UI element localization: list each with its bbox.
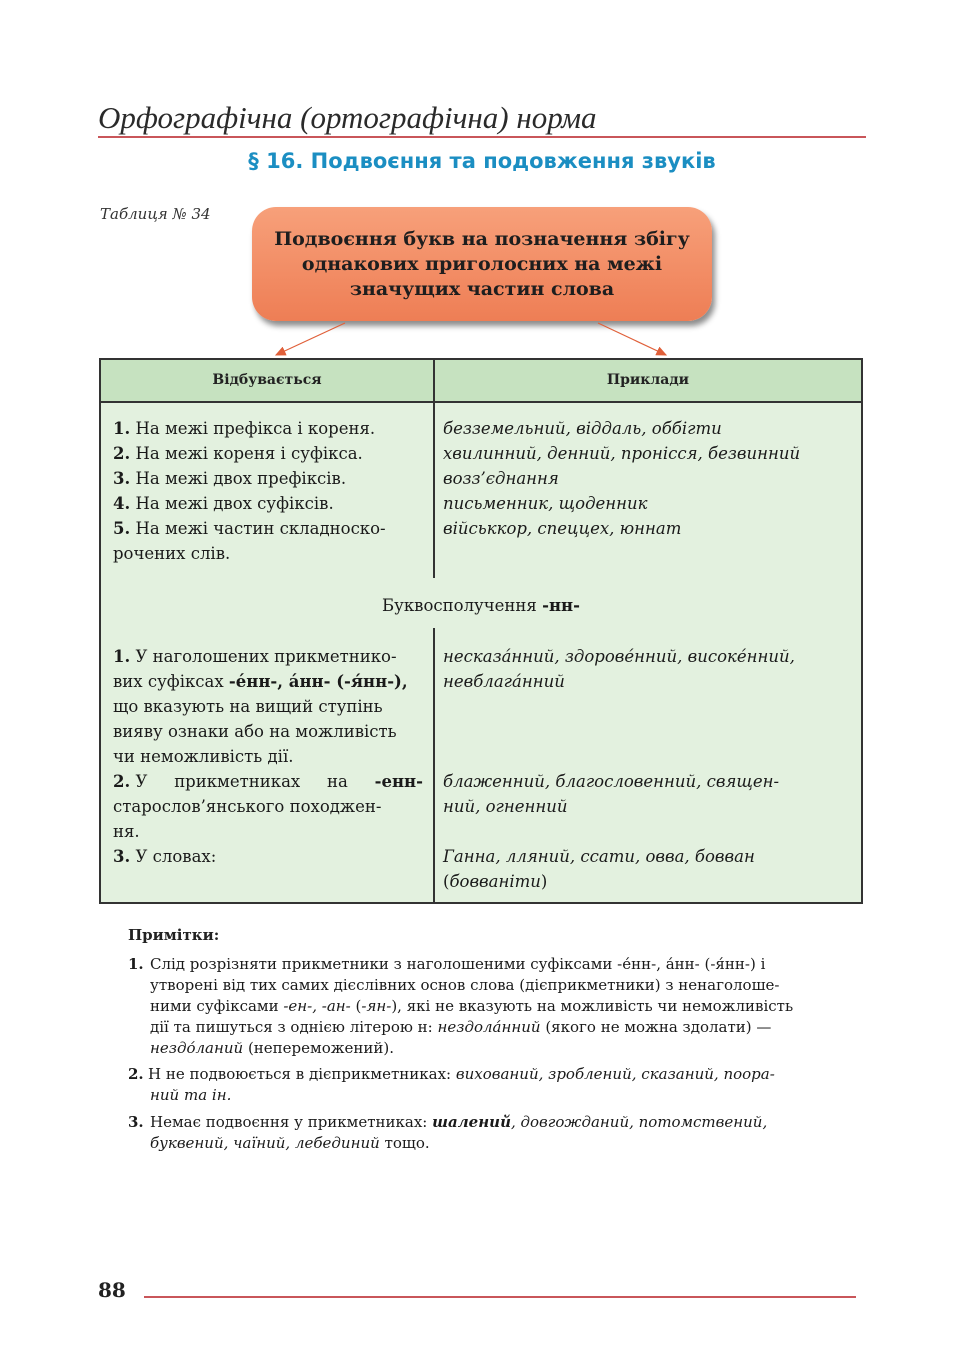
note-2: 2. Н не подвоюється в дієприкметниках: вихований, зроблений, сказаний, поора- ний та ін.: [128, 1065, 775, 1104]
block2-examples-2: [443, 769, 858, 819]
header-occurs: Відбувається: [212, 372, 322, 388]
note-1: 1. Слід розрізняти прикметники з наголошеними суфіксами -е́нн-, а́нн- (-я́нн-) і утворені від тих самих дієслівних основ слова (дієприкметники) з ненаголоше- ними суфіксами -ен-, -ан- (-ян-), які не вказують на можливість чи неможливість дії та пишуться з однією літерою н: нездола́нний (якого не можна здолати) — нездо́ланий (непереможений).: [128, 955, 794, 1057]
footer-rule: [144, 1296, 856, 1298]
case-item: 1. У наголошених прикметнико-: [113, 647, 397, 666]
case-item: 4. На межі двох суфіксів.: [113, 494, 334, 513]
block1-cases: [113, 416, 423, 566]
case-item: 2. У прикметниках на -енн-: [113, 772, 423, 791]
header-examples: Приклади: [606, 372, 690, 388]
example-item: Ганна, лляний, ссати, овва, бовван: [443, 847, 755, 866]
banner-line: Подвоєння букв на позначення збігу: [274, 227, 690, 250]
example-item: несказа́нний, здорове́нний, високе́нний,: [443, 647, 795, 666]
case-item: рочених слів.: [113, 544, 231, 563]
example-item: письменник, щоденник: [443, 494, 648, 513]
table-label: Таблиця № 34: [100, 205, 211, 223]
block2-cases: [113, 644, 423, 869]
block2-examples: [443, 644, 858, 694]
example-item: блаженний, благословенний, священ-: [443, 772, 780, 791]
case-item: 1. На межі префікса і кореня.: [113, 419, 376, 438]
case-item-cont: старослов’янського походжен-: [113, 797, 382, 816]
notes-title: Примітки:: [128, 926, 220, 944]
banner-line: однакових приголосних на межі: [301, 252, 663, 275]
case-item-cont: вияву ознаки або на можливість: [113, 722, 397, 741]
block1-examples: [443, 416, 858, 541]
example-item: невблага́нний: [443, 672, 565, 691]
arrow-left: [276, 323, 345, 355]
example-item: ний, огненний: [443, 797, 568, 816]
example-item: військкор, спеццех, юннат: [443, 519, 682, 538]
section-title: Орфографічна (ортографічна) норма: [98, 100, 597, 135]
arrow-right: [598, 323, 666, 355]
table-header-row: [101, 360, 861, 403]
block2-examples-3: [443, 844, 858, 894]
example-item: хвилинний, денний, пронісся, безвинний: [443, 444, 801, 463]
letter-combination-row: Буквосполучення -нн-: [382, 596, 580, 615]
paragraph-title: § 16. Подвоєння та подовження звуків: [248, 149, 716, 173]
column-divider-bottom: [433, 628, 435, 904]
banner-line: значущих частин слова: [349, 277, 615, 300]
case-item-cont: що вказують на вищий ступінь: [113, 697, 383, 716]
case-item-cont: ня.: [113, 822, 140, 841]
example-item: возз’єднання: [443, 469, 559, 488]
case-item: 3. На межі двох префіксів.: [113, 469, 347, 488]
example-item: безземельний, віддаль, оббігти: [443, 419, 722, 438]
column-divider-top: [433, 401, 435, 578]
rules-table: [99, 358, 863, 904]
note-3: 3. Немає подвоєння у прикметниках: шалений, довгожданий, потомствений, буквений, чаїний, лебединий тощо.: [128, 1113, 768, 1152]
case-item: 2. На межі кореня і суфікса.: [113, 444, 363, 463]
header-divider: [433, 360, 435, 403]
case-item-cont: чи неможливість дії.: [113, 747, 294, 766]
case-item: 5. На межі частин складноско-: [113, 519, 386, 538]
case-item: 3. У словах:: [113, 847, 217, 866]
case-item-cont: вих суфіксах -éнн-, áнн- (-я́нн-),: [113, 672, 408, 691]
example-item: (бовваніти): [443, 872, 548, 891]
page-number: 88: [98, 1278, 126, 1302]
